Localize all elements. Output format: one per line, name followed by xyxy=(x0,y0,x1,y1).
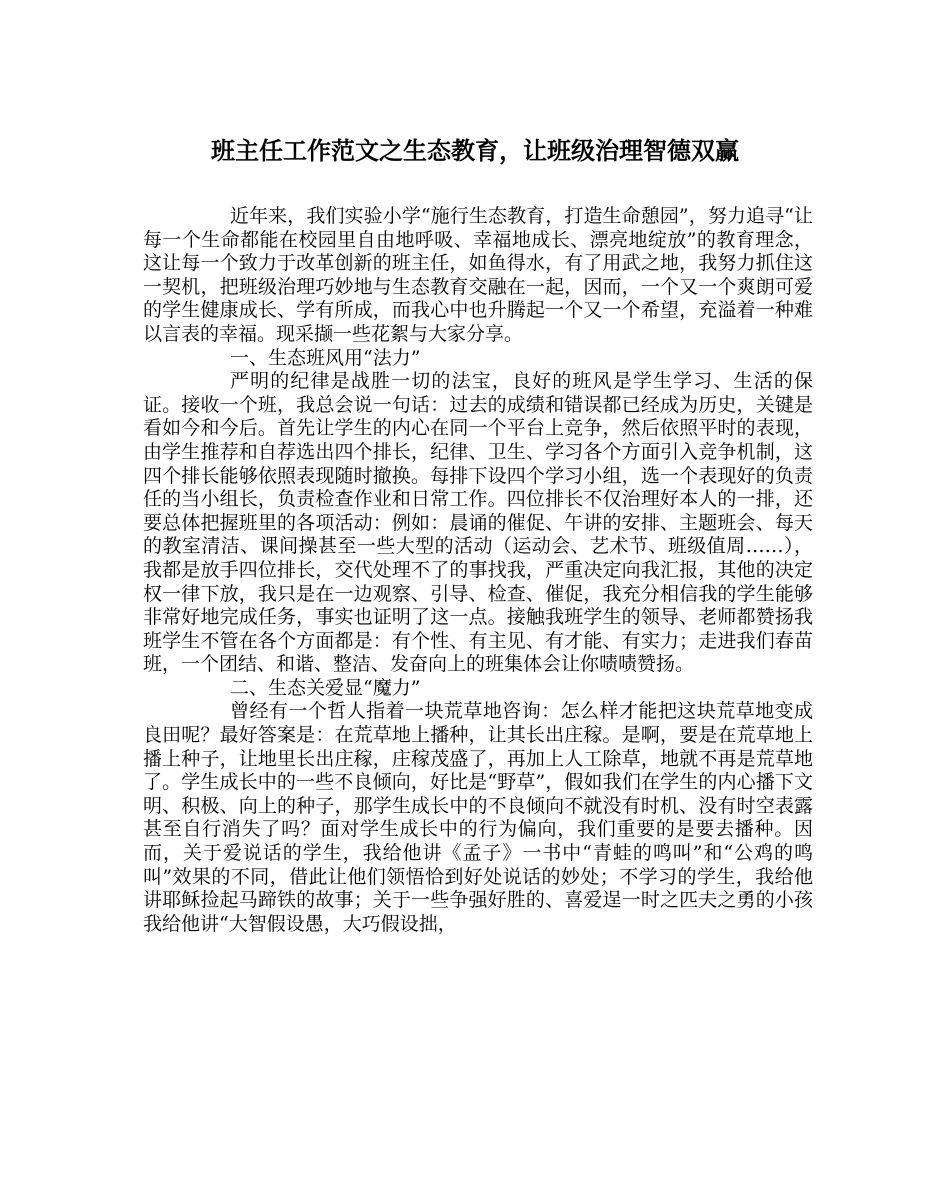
paragraph-section-1: 严明的纪律是战胜一切的法宝，良好的班风是学生学习、生活的保证。接收一个班，我总会说一句话：过去的成绩和错误都已经成为历史，关键是看如今和今后。首先让学生的内心在同一个平台上竞争，然后依照平时的表现，由学生推荐和自荐选出四个排长，纪律、卫生、学习各个方面引入竞争机制，这四个排长能够依照表现随时撤换。每排下设四个学习小组，选一个表现好的负责任的当小组长，负责检查作业和日常工作。四位排长不仅治理好本人的一排，还要总体把握班里的各项活动：例如：晨诵的催促、午讲的安排、主题班会、每天的教室清洁、课间操甚至一些大型的活动（运动会、艺术节、班级值周……），我都是放手四位排长，交代处理不了的事找我，严重决定向我汇报，其他的决定权一律下放，我只是在一边观察、引导、检查、催促，我充分相信我的学生能够非常好地完成任务，事实也证明了这一点。接触我班学生的领导、老师都赞扬我班学生不管在各个方面都是：有个性、有主见、有才能、有实力；走进我们春苗班，一个团结、和谐、整洁、发奋向上的班集体会让你啧啧赞扬。 xyxy=(143,370,813,676)
document-title: 班主任工作范文之生态教育，让班级治理智德双赢 xyxy=(211,136,739,165)
section-heading-2: 二、生态关爱显“魔力” xyxy=(230,676,421,699)
document-body xyxy=(143,205,813,936)
section-heading-1: 一、生态班风用“法力” xyxy=(230,346,421,369)
paragraph-section-2: 曾经有一个哲人指着一块荒草地咨询：怎么样才能把这块荒草地变成良田呢？最好答案是：在荒草地上播种，让其长出庄稼。是啊，要是在荒草地上播上种子，让地里长出庄稼，庄稼茂盛了，再加上人工除草，地就不再是荒草地了。学生成长中的一些不良倾向，好比是“野草”，假如我们在学生的内心播下文明、积极、向上的种子，那学生成长中的不良倾向不就没有时机、没有时空表露甚至自行消失了吗？面对学生成长中的行为偏向，我们重要的是要去播种。因而，关于爱说话的学生，我给他讲《孟子》一书中“青蛙的鸣叫”和“公鸡的鸣叫”效果的不同，借此让他们领悟恰到好处说话的妙处；不学习的学生，我给他讲耶稣捡起马蹄铁的故事；关于一些争强好胜的、喜爱逞一时之匹夫之勇的小孩我给他讲“大智假设愚，大巧假设拙， xyxy=(143,700,813,935)
paragraph-intro: 近年来，我们实验小学“施行生态教育，打造生命憩园”，努力追寻“让每一个生命都能在校园里自由地呼吸、幸福地成长、漂亮地绽放”的教育理念，这让每一个致力于改革创新的班主任，如鱼得水，有了用武之地，我努力抓住这一契机，把班级治理巧妙地与生态教育交融在一起，因而，一个又一个爽朗可爱的学生健康成长、学有所成，而我心中也升腾起一个又一个希望，充溢着一种难以言表的幸福。现采撷一些花絮与大家分享。 xyxy=(143,205,813,345)
